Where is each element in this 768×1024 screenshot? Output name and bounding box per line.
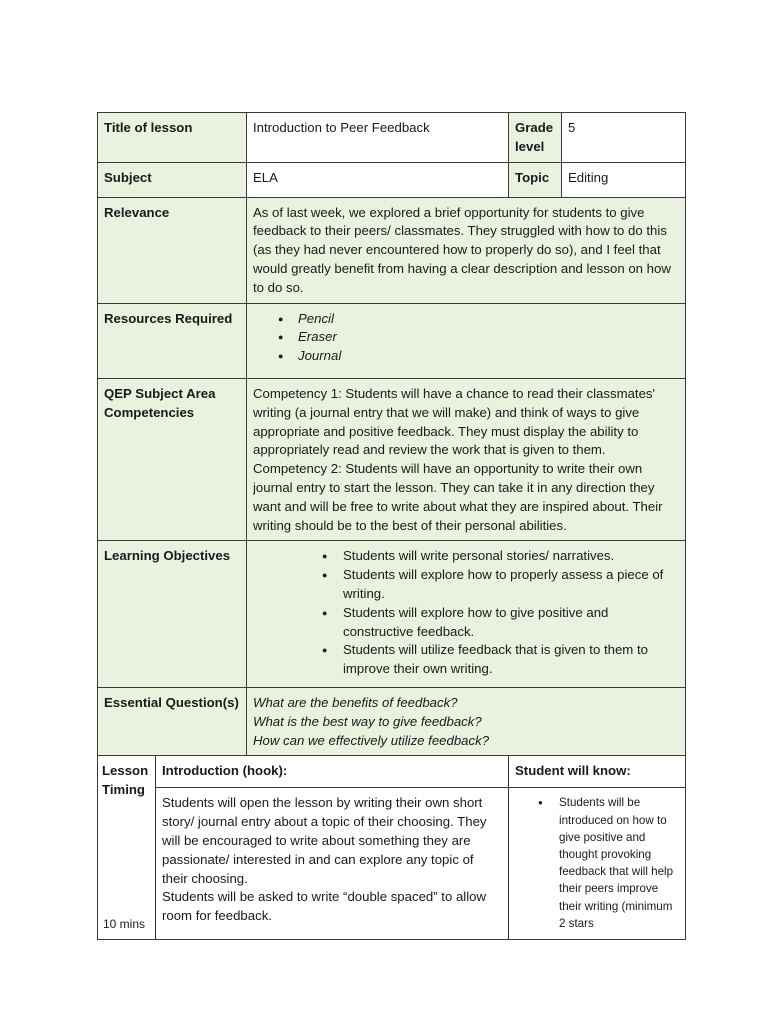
list-item: ● Students will utilize feedback that is given to them to improve their own writing. [343, 641, 679, 679]
lesson-header-row [98, 756, 686, 788]
list-item: ● Students will write personal stories/ narratives. [343, 547, 679, 566]
objectives-label: Learning Objectives [98, 541, 247, 688]
subject-value: ELA [247, 162, 509, 197]
know-cell [509, 788, 686, 940]
resources-row [98, 303, 686, 378]
essential-label: Essential Question(s) [98, 687, 247, 755]
objectives-row [98, 541, 686, 688]
competency-2-text: Competency 2: Students will have an opportunity to write their own journal entry to start the lesson. They can take it in any direction they want and will be free to write about what they are inspired about. Their writing should be to the best of their personal abilities. [253, 461, 663, 533]
lesson-content-row [98, 788, 686, 940]
timing-minutes: 10 mins [103, 916, 146, 931]
essential-question: How can we effectively utilize feedback? [253, 732, 490, 748]
know-list [515, 794, 679, 932]
resources-label: Resources Required [98, 303, 247, 378]
list-item: ● Journal [298, 347, 679, 366]
topic-value: Editing [562, 162, 686, 197]
intro-text: Students will open the lesson by writing their own short story/ journal entry about a topic of their choosing. They will be encouraged to write about something they are passionate/ interested in and can explore any topic of their choosing. [162, 795, 487, 886]
essential-question: What are the benefits of feedback? [253, 694, 458, 710]
subject-row [98, 162, 686, 197]
grade-label: Grade level [509, 113, 562, 163]
list-item: ● Pencil [298, 310, 679, 329]
topic-label: Topic [509, 162, 562, 197]
competencies-label: QEP Subject Area Competencies [98, 378, 247, 540]
relevance-label: Relevance [98, 197, 247, 303]
resources-cell [247, 303, 686, 378]
title-row [98, 113, 686, 163]
competency-1-text: Competency 1: Students will have a chance to read their classmates' writing (a journal entry that we will make) and think of ways to give appropriate and positive feedback. They must display the ability to appropriately read and review the work that is given to them. [253, 385, 656, 458]
competencies-row [98, 378, 686, 540]
grade-value: 5 [562, 113, 686, 163]
essential-question: What is the best way to give feedback? [253, 713, 482, 729]
list-item: ● Students will explore how to give positive and constructive feedback. [343, 604, 679, 642]
list-item: ● Students will be introduced on how to give positive and thought provoking feedback that will help their peers improve their writing (minimum 2 stars [559, 794, 679, 932]
intro-text-cell [156, 788, 509, 940]
intro-text-spacing: Students will be asked to write “double spaced” to allow room for feedback. [162, 889, 487, 924]
competencies-cell [247, 378, 686, 540]
know-header: Student will know: [509, 756, 686, 788]
title-label: Title of lesson [98, 113, 247, 163]
list-item: ● Students will explore how to properly assess a piece of writing. [343, 566, 679, 604]
resources-list [253, 310, 679, 366]
lesson-timing-cell [98, 756, 156, 940]
lesson-timing-label: Lesson Timing [102, 763, 149, 798]
lesson-plan-table [97, 112, 686, 940]
objectives-list [253, 547, 679, 679]
essential-cell [247, 687, 686, 755]
subject-label: Subject [98, 162, 247, 197]
intro-header: Introduction (hook): [156, 756, 509, 788]
objectives-cell [247, 541, 686, 688]
title-value: Introduction to Peer Feedback [247, 113, 509, 163]
relevance-row [98, 197, 686, 303]
relevance-text: As of last week, we explored a brief opportunity for students to give feedback to their peers/ classmates. They struggled with how to do this (as they had never encountered how to properly do so), and I feel that would greatly benefit from having a clear description and lesson on how to do so. [247, 197, 686, 303]
list-item: ● Eraser [298, 328, 679, 347]
essential-row [98, 687, 686, 755]
